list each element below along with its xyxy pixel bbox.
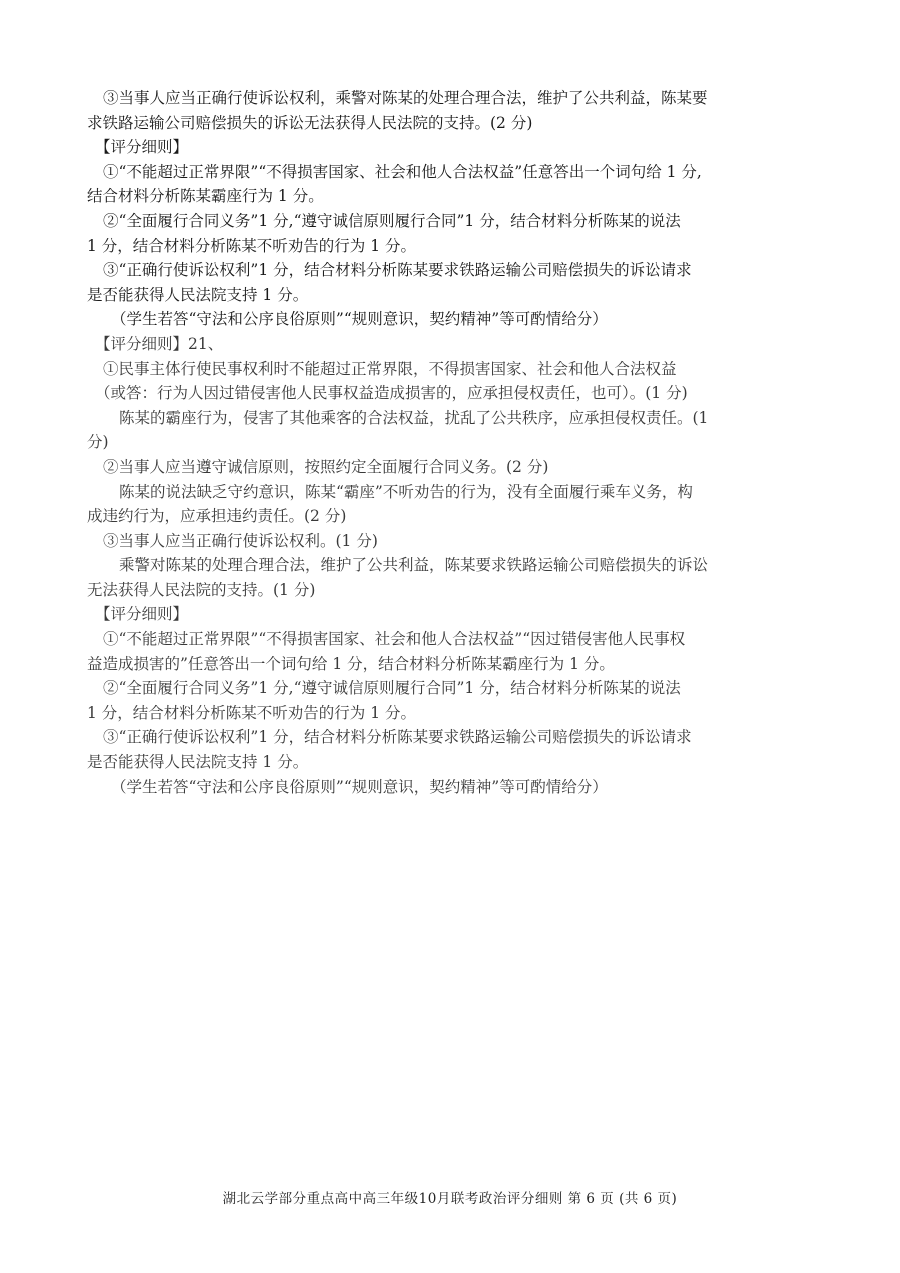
text-line: ③“正确行使诉讼权利”1 分，结合材料分析陈某要求铁路运输公司赔偿损失的诉讼请求 bbox=[103, 728, 692, 747]
text-line: 【评分细则】 bbox=[95, 605, 189, 624]
text-line: ①民事主体行使民事权利时不能超过正常界限，不得损害国家、社会和他人合法权益 bbox=[103, 359, 677, 378]
text-line: 结合材料分析陈某霸座行为 1 分。 bbox=[87, 187, 324, 206]
text-line: 乘警对陈某的处理合理合法，维护了公共利益，陈某要求铁路运输公司赔偿损失的诉讼 bbox=[119, 556, 709, 575]
text-line: 陈某的霸座行为，侵害了其他乘客的合法权益，扰乱了公共秩序，应承担侵权责任。(1 bbox=[119, 408, 709, 427]
text-line: ③当事人应当正确行使诉讼权利。(1 分) bbox=[103, 531, 378, 550]
text-line: 1 分，结合材料分析陈某不听劝告的行为 1 分。 bbox=[87, 236, 417, 255]
text-line: 是否能获得人民法院支持 1 分。 bbox=[87, 285, 309, 304]
text-line: 无法获得人民法院的支持。(1 分) bbox=[87, 580, 316, 599]
text-line: 分) bbox=[87, 433, 109, 452]
text-line: ②当事人应当遵守诚信原则，按照约定全面履行合同义务。(2 分) bbox=[103, 457, 549, 476]
text-line: 是否能获得人民法院支持 1 分。 bbox=[87, 753, 309, 772]
text-line: 成违约行为，应承担违约责任。(2 分) bbox=[87, 507, 347, 526]
text-line: （或答：行为人因过错侵害他人民事权益造成损害的，应承担侵权责任，也可）。(1 分) bbox=[95, 384, 688, 403]
text-line: 陈某的说法缺乏守约意识，陈某“霸座”不听劝告的行为，没有全面履行乘车义务，构 bbox=[119, 482, 693, 501]
text-line: ②“全面履行合同义务”1 分,“遵守诚信原则履行合同”1 分，结合材料分析陈某的说法 bbox=[103, 211, 681, 230]
text-line: 【评分细则】21、 bbox=[95, 334, 224, 353]
document-body bbox=[87, 86, 813, 799]
text-line: 1 分，结合材料分析陈某不听劝告的行为 1 分。 bbox=[87, 703, 417, 722]
text-line: （学生若答“守法和公序良俗原则”“规则意识，契约精神”等可酌情给分） bbox=[111, 777, 608, 796]
text-line: ②“全面履行合同义务”1 分,“遵守诚信原则履行合同”1 分，结合材料分析陈某的说法 bbox=[103, 679, 681, 698]
text-line: ①“不能超过正常界限”“不得损害国家、社会和他人合法权益”“因过错侵害他人民事权 bbox=[103, 630, 686, 649]
text-line: 求铁路运输公司赔偿损失的诉讼无法获得人民法院的支持。(2 分) bbox=[87, 113, 533, 132]
page-footer: 湖北云学部分重点高中高三年级10月联考政治评分细则 第 6 页 (共 6 页) bbox=[222, 1191, 678, 1207]
text-line: ①“不能超过正常界限”“不得损害国家、社会和他人合法权益”任意答出一个词句给 1 分, bbox=[103, 162, 702, 181]
text-line: 【评分细则】 bbox=[95, 138, 189, 157]
text-line: ③当事人应当正确行使诉讼权利，乘警对陈某的处理合理合法，维护了公共利益，陈某要 bbox=[103, 89, 708, 107]
text-line: ③“正确行使诉讼权利”1 分，结合材料分析陈某要求铁路运输公司赔偿损失的诉讼请求 bbox=[103, 261, 692, 280]
text-line: （学生若答“守法和公序良俗原则”“规则意识，契约精神”等可酌情给分） bbox=[111, 310, 608, 329]
text-line: 益造成损害的”任意答出一个词句给 1 分，结合材料分析陈某霸座行为 1 分。 bbox=[87, 654, 615, 673]
